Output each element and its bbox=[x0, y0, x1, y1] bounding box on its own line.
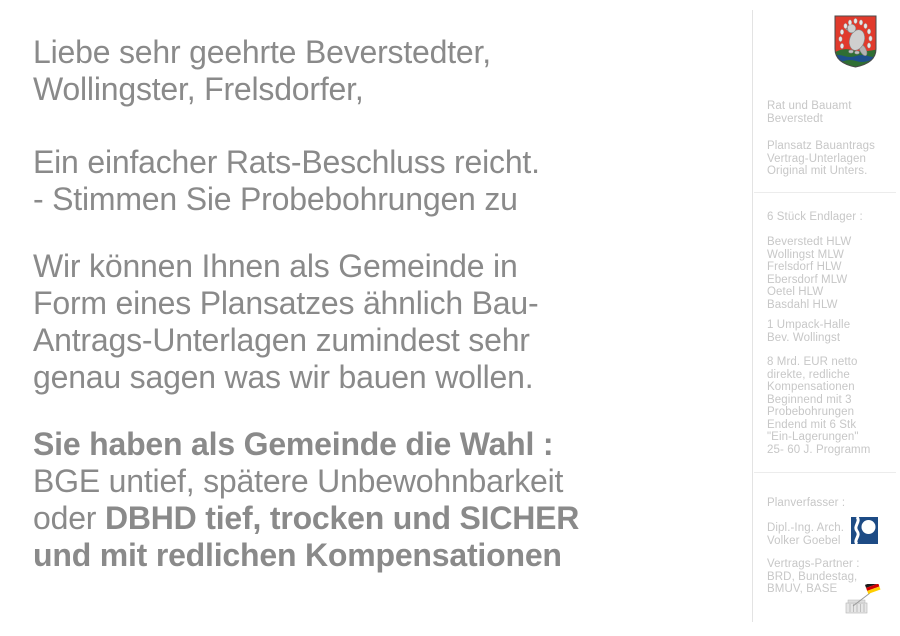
sidebar-sender bbox=[767, 100, 899, 125]
sidebar-text-line: Beverstedt bbox=[767, 112, 823, 125]
list-item: Basdahl HLW bbox=[767, 298, 838, 311]
architect-logo-icon bbox=[851, 517, 878, 544]
text-line: BGE untief, spätere Unbewohnbarkeit bbox=[33, 463, 564, 499]
paragraph-plansatz bbox=[33, 248, 733, 396]
sidebar-heading: Planverfasser : bbox=[767, 497, 846, 509]
paragraph-beschluss bbox=[33, 144, 733, 218]
sidebar-text-line: Kompensationen bbox=[767, 381, 855, 393]
sidebar-planverfasser bbox=[767, 522, 899, 547]
sidebar-divider-vertical bbox=[752, 10, 753, 622]
sidebar-text-line: 1 Umpack-Halle bbox=[767, 319, 851, 331]
letter-body bbox=[33, 34, 733, 574]
text-line-bold: Sie haben als Gemeinde die Wahl : bbox=[33, 426, 554, 462]
paragraph-greeting bbox=[33, 34, 733, 108]
list-item: Beverstedt HLW bbox=[767, 236, 852, 248]
text-line: - Stimmen Sie Probebohrungen zu bbox=[33, 181, 518, 217]
sidebar-divider-horizontal-1 bbox=[754, 192, 896, 193]
sidebar-text-line: 25- 60 J. Programm bbox=[767, 443, 871, 456]
text-line: genau sagen was wir bauen wollen. bbox=[33, 359, 534, 395]
sidebar-text-line: "Ein-Lagerungen" bbox=[767, 431, 859, 443]
text-line: Liebe sehr geehrte Beverstedter, bbox=[33, 34, 491, 70]
beverstedt-coat-of-arms-icon bbox=[832, 14, 879, 70]
sidebar-umpack bbox=[767, 319, 899, 344]
sidebar-divider-horizontal-2 bbox=[754, 472, 896, 473]
text-line-mixed bbox=[33, 500, 733, 537]
text-segment-bold: DBHD tief, trocken und SICHER bbox=[104, 500, 580, 536]
paragraph-wahl bbox=[33, 426, 733, 574]
text-line-bold: und mit redlichen Kompensationen bbox=[33, 537, 562, 573]
list-item: Ebersdorf MLW bbox=[767, 273, 848, 286]
text-line: Wir können Ihnen als Gemeinde in bbox=[33, 248, 518, 284]
sidebar-endlager-list bbox=[767, 236, 899, 311]
reichstag-flag-icon bbox=[845, 584, 881, 616]
text-line: Ein einfacher Rats-Beschluss reicht. bbox=[33, 144, 540, 180]
reichstag-building bbox=[846, 600, 867, 613]
sidebar-kompensation bbox=[767, 356, 899, 456]
list-item: Oetel HLW bbox=[767, 286, 824, 298]
sidebar-text-line: Beginnend mit 3 bbox=[767, 393, 852, 406]
sidebar-plansatz bbox=[767, 140, 899, 178]
sidebar-text-line: Volker Goebel bbox=[767, 534, 841, 547]
list-item: Wollingst MLW bbox=[767, 248, 844, 261]
sidebar-text-line: Vertrag-Unterlagen bbox=[767, 152, 866, 165]
text-segment: oder bbox=[33, 500, 105, 536]
list-item: Frelsdorf HLW bbox=[767, 261, 842, 273]
sidebar-text-line: Bev. Wollingst bbox=[767, 331, 841, 344]
sidebar-text-line: BMUV, BASE bbox=[767, 583, 838, 595]
sidebar-heading: 6 Stück Endlager : bbox=[767, 211, 863, 223]
sidebar-text-line: Endend mit 6 Stk bbox=[767, 418, 857, 431]
sidebar-text-line: Dipl.-Ing. Arch. bbox=[767, 522, 845, 534]
german-flag bbox=[865, 584, 880, 594]
sidebar-heading: Vertrags-Partner : bbox=[767, 558, 860, 570]
sidebar-text-line: Original mit Unters. bbox=[767, 165, 868, 177]
logo-circle bbox=[862, 520, 876, 534]
sidebar-endlager-heading bbox=[767, 211, 899, 224]
sidebar-text-line: 8 Mrd. EUR netto bbox=[767, 356, 858, 368]
text-line: Form eines Plansatzes ähnlich Bau- bbox=[33, 285, 539, 321]
text-line: Antrags-Unterlagen zumindest sehr bbox=[33, 322, 530, 358]
sidebar-text-line: BRD, Bundestag, bbox=[767, 570, 858, 583]
sidebar-text-line: Probebohrungen bbox=[767, 406, 855, 418]
sidebar-text-line: direkte, redliche bbox=[767, 368, 850, 381]
sidebar-text-line: Plansatz Bauantrags bbox=[767, 140, 876, 152]
sidebar-text-line: Rat und Bauamt bbox=[767, 100, 852, 112]
sidebar-planverfasser-heading bbox=[767, 497, 899, 510]
text-line: Wollingster, Frelsdorfer, bbox=[33, 71, 364, 107]
